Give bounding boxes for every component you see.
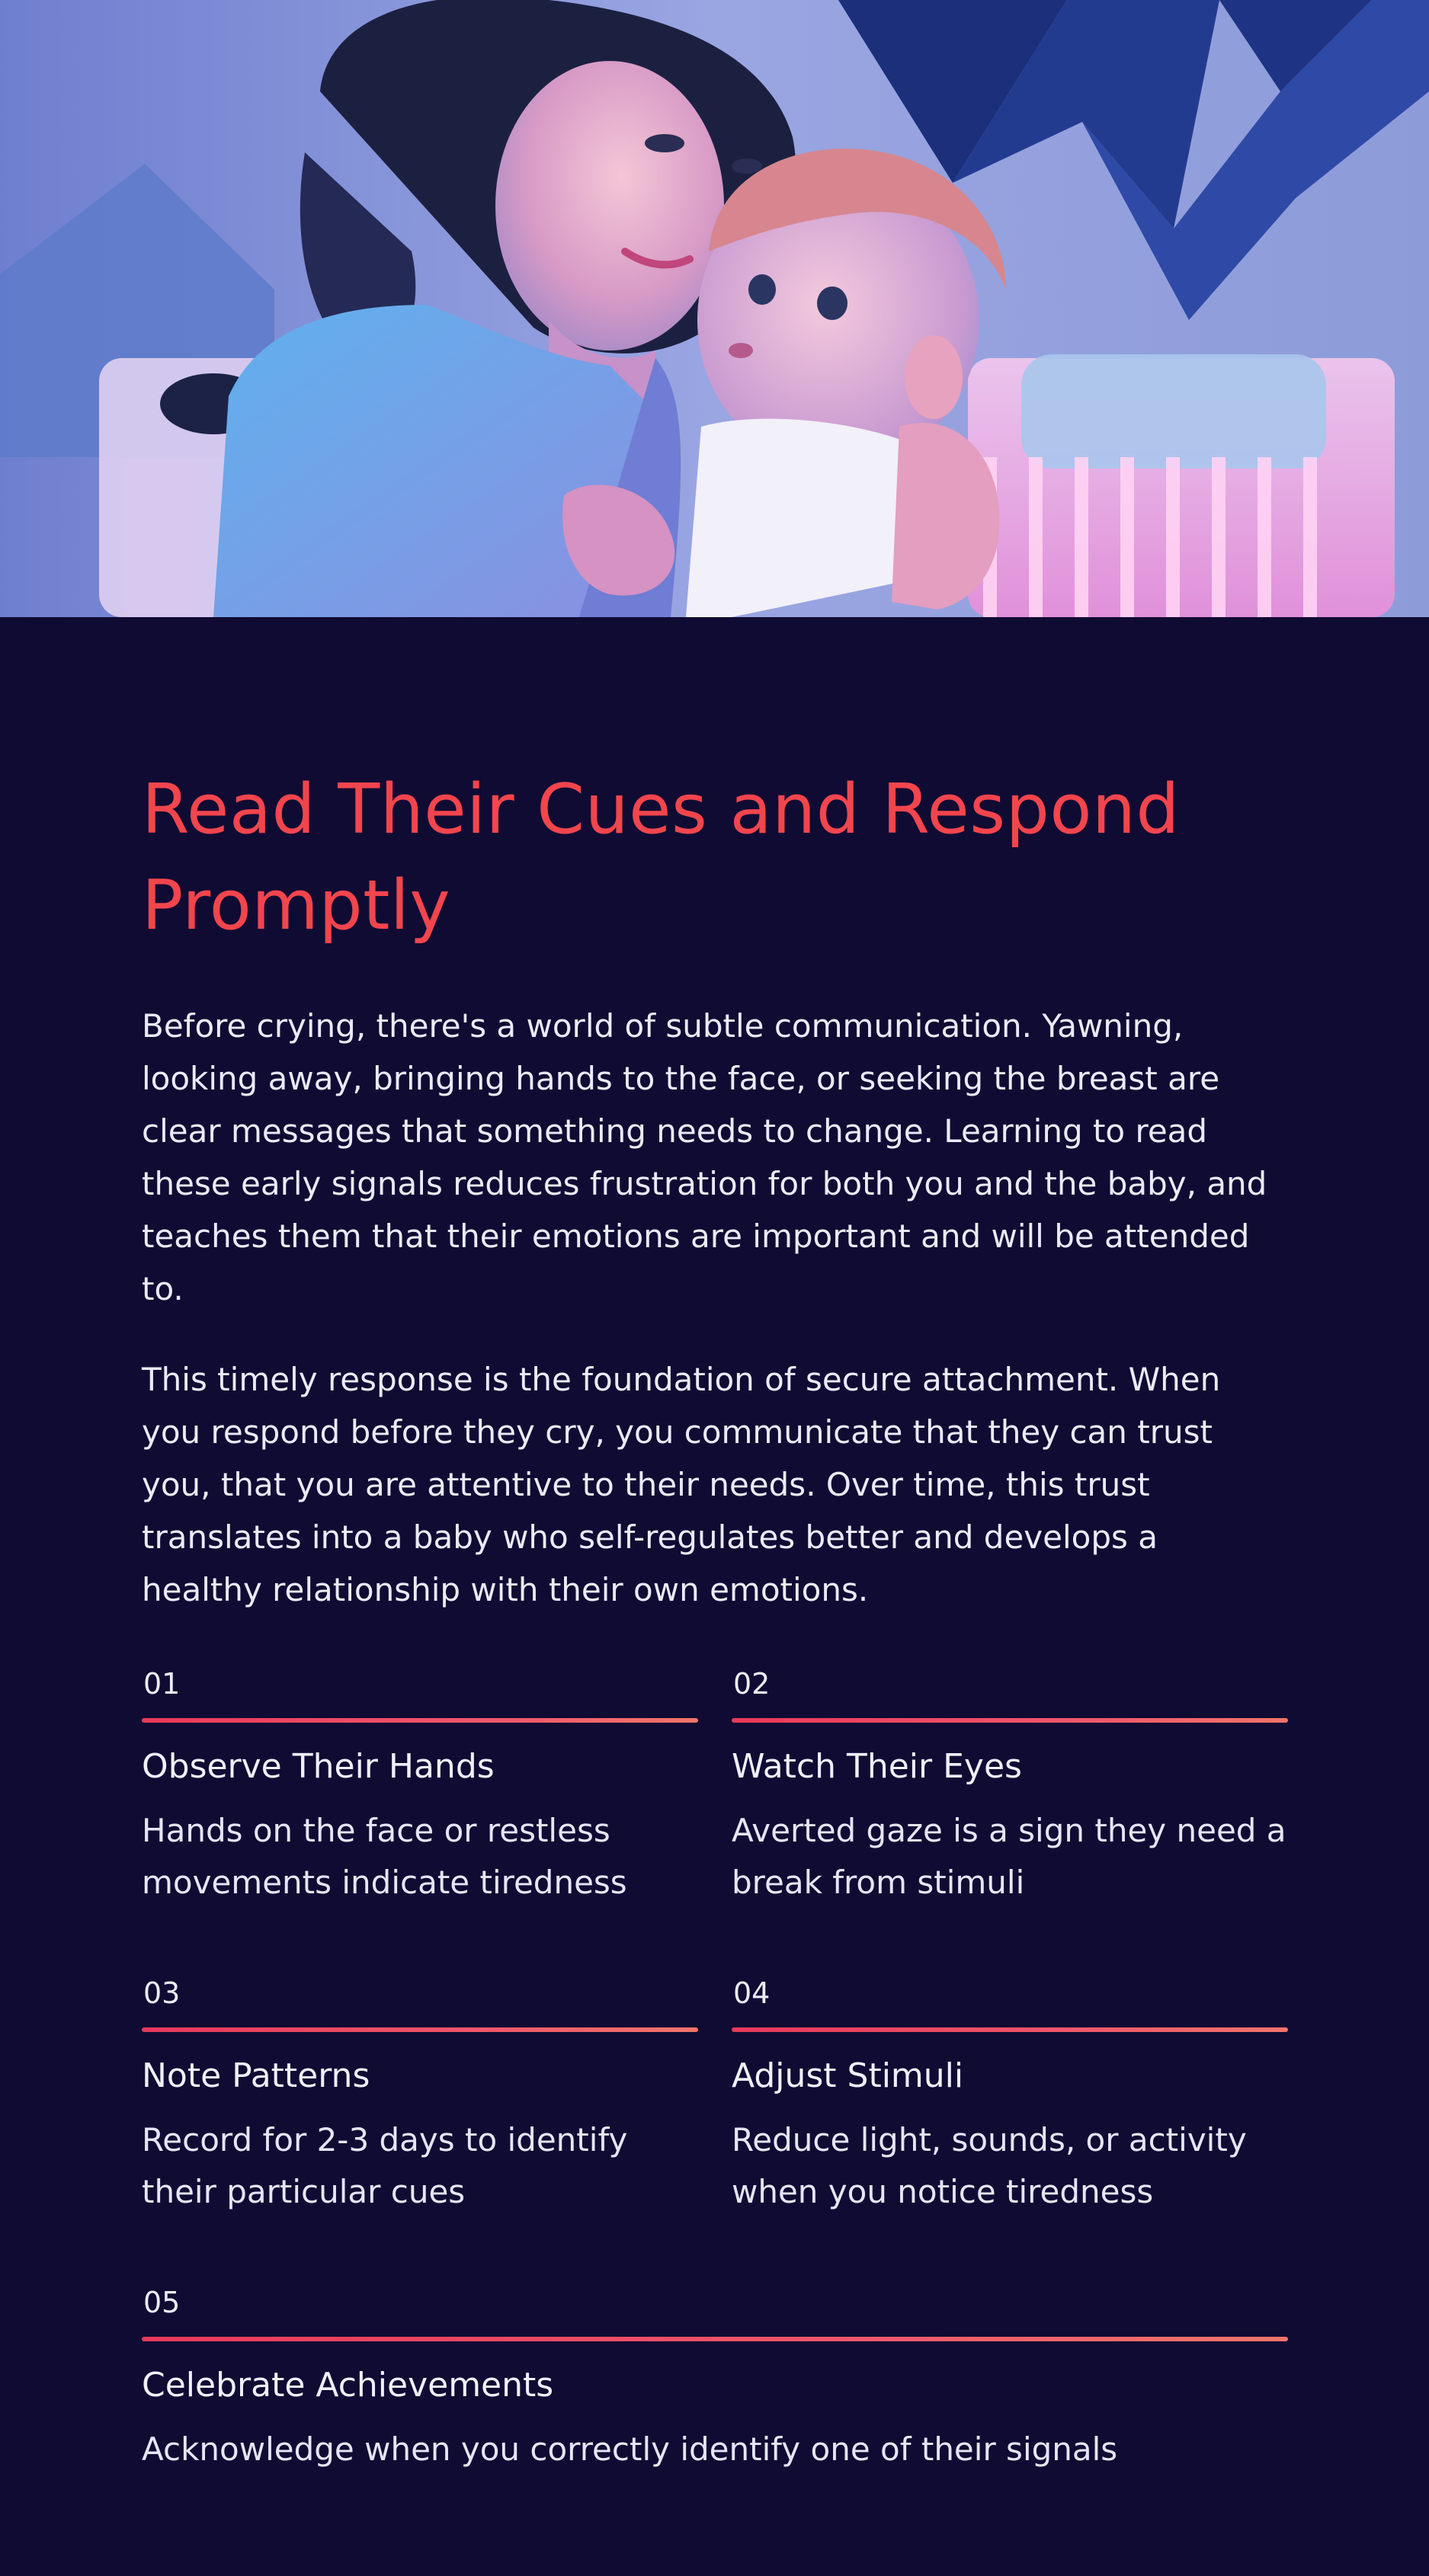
intro-paragraph: Before crying, there's a world of subtle communication. Yawning, looking away, bringing hands to the face, or seeking the breast are clear messages that something needs to change. Learning to read these early signals reduces frustration for both you and the baby, and teaches them that their emotions are important and will be attended to. [142,1007,1267,1307]
step-description: Hands on the face or restless movements indicate tiredness [142,1812,627,1901]
step-number: 05 [143,2286,181,2319]
hero-illustration [0,0,1429,617]
step-item [732,1666,1288,1909]
step-divider [142,2337,1288,2341]
article-content [142,762,1288,2475]
step-number: 04 [733,1976,771,2010]
step-title: Celebrate Achievements [142,2366,554,2405]
step-number: 03 [143,1976,181,2010]
step-description: Averted gaze is a sign they need a break from stimuli [732,1812,1286,1901]
step-title: Watch Their Eyes [732,1747,1022,1786]
step-divider [732,1718,1288,1723]
step-item [142,2285,1288,2475]
step-title: Adjust Stimuli [732,2056,964,2095]
step-description: Acknowledge when you correctly identify one of their signals [142,2430,1118,2468]
step-description: Record for 2-3 days to identify their particular cues [142,2121,628,2210]
step-divider [732,2027,1288,2032]
step-item [142,1976,698,2218]
step-title: Observe Their Hands [142,1747,495,1786]
hero-image [0,0,1429,617]
step-number: 01 [143,1667,181,1701]
step-item [142,1666,698,1909]
step-divider [142,1718,698,1723]
attachment-paragraph: This timely response is the foundation of secure attachment. When you respond before they cry, you communicate that they can trust you, that you are attentive to their needs. Over time, this trust translates into a baby who self-regulates better and develops a healthy relationship with their own emotions. [142,1361,1221,1608]
step-title: Note Patterns [142,2056,370,2095]
step-number: 02 [733,1667,771,1701]
step-item [732,1976,1288,2218]
step-divider [142,2027,698,2032]
steps-list [142,1666,1288,2475]
step-description: Reduce light, sounds, or activity when you notice tiredness [732,2121,1247,2210]
article-title: Read Their Cues and Respond Promptly [142,770,1181,946]
